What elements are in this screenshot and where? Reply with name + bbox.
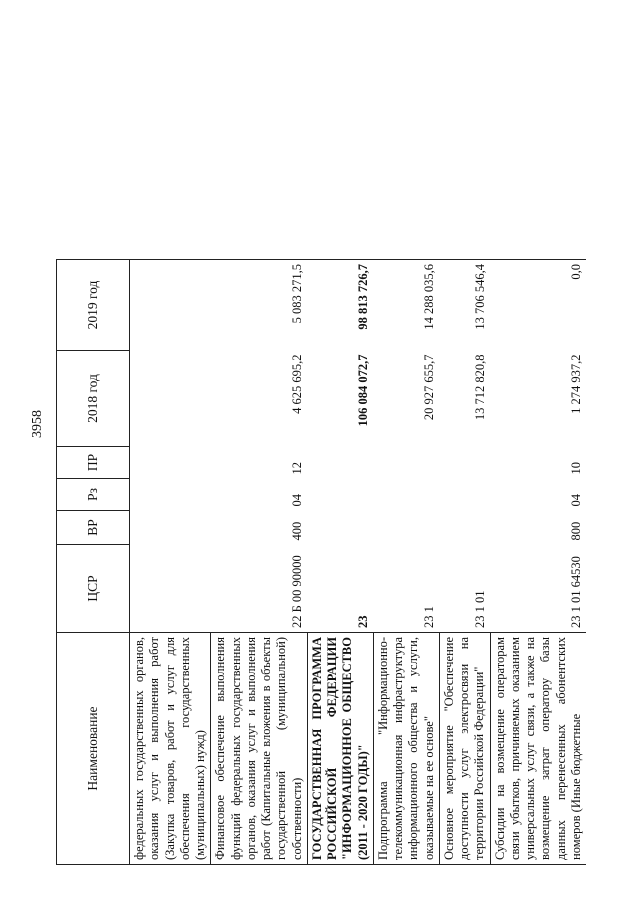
- row-name: Субсидии на возмещение операторам связи убытков, причиняемых оказанием универсальных услуг связи, а также на возмещение затрат оператору базы данных перенесенных абонентских номеров (Иные бюджетные: [490, 633, 586, 865]
- row-2019: 14 288 035,6: [373, 260, 439, 351]
- row-2018: 1 274 937,2: [568, 354, 583, 414]
- row-pr: [373, 447, 439, 479]
- row-2018: 13 712 820,8: [472, 354, 487, 421]
- row-vr: [439, 511, 490, 545]
- row-csr: 23 1: [422, 606, 436, 628]
- row-csr: 23 1 01: [472, 590, 487, 628]
- table-row: [439, 60, 490, 865]
- row-name: ГОСУДАРСТВЕННАЯ ПРОГРАММА РОССИЙСКОЙ ФЕДЕРАЦИИ "ИНФОРМАЦИОННОЕ ОБЩЕСТВО (2011 - 2020 ГОДЫ)": [307, 633, 373, 865]
- row-rz: 04: [290, 494, 304, 507]
- row-pr: [130, 447, 211, 479]
- row-pr: 12: [290, 462, 304, 475]
- header-row: [57, 60, 130, 865]
- header-2019: 2019 год: [57, 260, 130, 351]
- row-rz: [130, 479, 211, 511]
- table-row: [490, 60, 586, 865]
- header-rz: Рз: [57, 479, 130, 511]
- table-row-program: [307, 60, 373, 865]
- row-vr: 800: [568, 521, 583, 541]
- row-csr: 22 Б 00 90000: [290, 555, 304, 628]
- row-name: Подпрограмма "Информационно-телекоммуникационная инфраструктура информационного общества и услуги, оказываемые на ее основе": [373, 633, 439, 865]
- row-2018: 20 927 655,7: [422, 354, 436, 421]
- row-csr: 23 1 01 64530: [568, 556, 583, 628]
- row-name: федеральных государственных органов, оказания услуг и выполнения работ (Закупка товаров, работ и услуг для обеспечения государственных (муниципальных) нужд): [130, 633, 211, 865]
- budget-table-rotated: [56, 60, 586, 865]
- row-pr: [307, 447, 373, 479]
- row-pr: [439, 447, 490, 479]
- table-row: [211, 60, 308, 865]
- table-row: [373, 60, 439, 865]
- header-pr: ПР: [57, 447, 130, 479]
- table-row: [130, 60, 211, 865]
- row-2019: 0,0: [490, 260, 586, 351]
- page-number: 3958: [30, 410, 45, 438]
- row-name: Основное мероприятие "Обеспечение доступности услуг электросвязи на территории Российской Федерации": [439, 633, 490, 865]
- row-2018: 106 084 072,7: [356, 354, 370, 427]
- header-csr: ЦСР: [57, 545, 130, 633]
- header-spacer: [57, 60, 130, 260]
- header-2018: 2018 год: [57, 351, 130, 447]
- header-name: Наименование: [57, 633, 130, 865]
- row-csr: 23: [356, 615, 370, 628]
- row-rz: [439, 479, 490, 511]
- row-csr: [130, 545, 211, 633]
- row-pr: 10: [568, 462, 583, 475]
- budget-table: [56, 59, 586, 865]
- row-name: Финансовое обеспечение выполнения функций федеральных государственных органов, оказания услуг и выполнения работ (Капитальные вложения в объекты государственной (муниципальной) собственности): [211, 633, 308, 865]
- row-2019: 13 706 546,4: [439, 260, 490, 351]
- row-2019: [130, 260, 211, 351]
- row-2019: 5 083 271,5: [211, 260, 308, 351]
- row-2018: 4 625 695,2: [290, 354, 304, 414]
- row-rz: [307, 479, 373, 511]
- row-rz: [373, 479, 439, 511]
- row-rz: 04: [568, 494, 583, 507]
- row-2018: [130, 351, 211, 447]
- row-2019: 98 813 726,7: [307, 260, 373, 351]
- header-vr: ВР: [57, 511, 130, 545]
- row-vr: 400: [290, 521, 304, 541]
- row-vr: [307, 511, 373, 545]
- row-vr: [373, 511, 439, 545]
- row-vr: [130, 511, 211, 545]
